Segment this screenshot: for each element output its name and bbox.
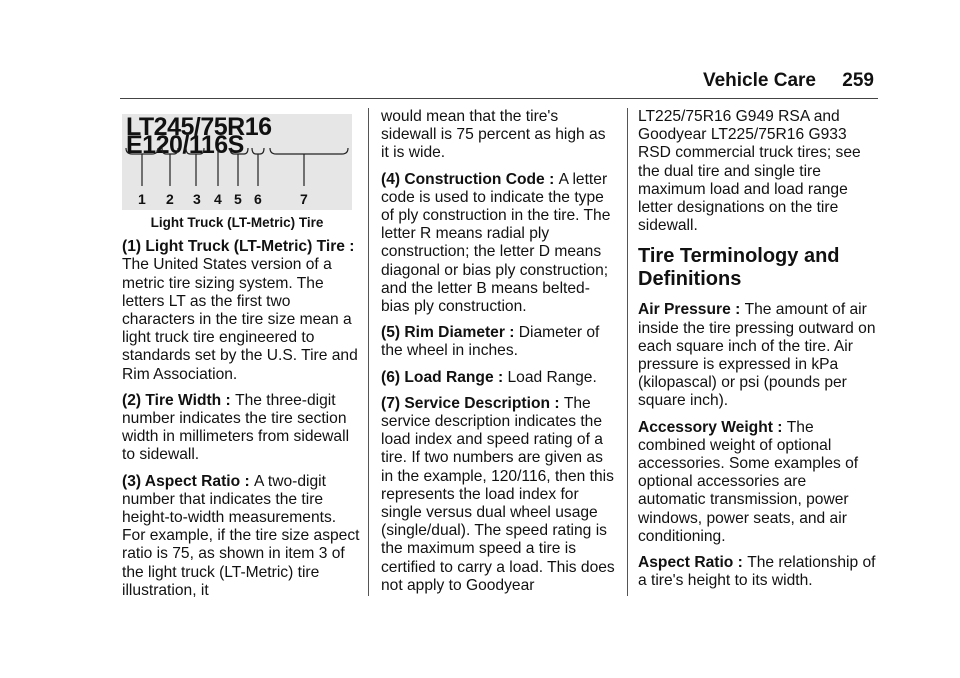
continued-text: LT225/75R16 G949 RSA and Goodyear LT225/75R16 G933 RSD commercial truck tires; see the dual tire and single tire maximum load and load range letter designations on the tire sidewall. [638,108,861,235]
definition-text: Diameter of the wheel in inches. [381,324,600,360]
definition-term: (7) Service Description [381,394,550,412]
column-1 [122,108,360,608]
definition-item: (3) Aspect Ratio : A two-digit number that indicates the tire height-to-width measurements. For example, if the tire size aspect ratio is 75, as shown in item 3 of the light truck (LT-Metric) tire illustration, it [122,472,360,599]
definition-item: Aspect Ratio : The relationship of a tire's height to its width. [638,554,876,590]
definition-text: The three-digit number indicates the tire section width in millimeters from sidewall to sidewall. [122,391,350,464]
definition-term: (4) Construction Code [381,170,545,188]
section-heading: Tire Terminology and Definitions [638,245,840,291]
definition-term: (6) Load Range [381,368,494,386]
definition-text: A two-digit number that indicates the tire height-to-width measurements. For example, if the tire size aspect ratio is 75, as shown in item 3 of the light truck (LT-Metric) tire illustration, it [122,472,360,599]
definition-item: (1) Light Truck (LT-Metric) Tire : The United States version of a metric tire sizing system. The letters LT as the first two characters in the tire size mean a light truck tire engineered to standards set by the U.S. Tire and Rim Association. [122,238,358,383]
definition-text: The combined weight of optional accessories. Some examples of optional accessories are automatic transmission, power windows, power seats, and air conditioning. [638,418,859,545]
definition-item: (7) Service Description : The service description indicates the load index and speed rating of a tire. If two numbers are given as in the example, 120/116, then this represents the load index for single versus dual wheel usage (single/dual). The speed rating is the maximum speed a tire is certified to carry a load. This does not apply to Goodyear [381,394,615,594]
definition-term: Accessory Weight [638,418,773,436]
section-title: Vehicle Care [702,70,816,91]
definition-item: Air Pressure : The amount of air inside the tire pressing outward on each square inch of the tire. Air pressure is expressed in kPa (kilopascal) or psi (pounds per square inch). [638,301,876,410]
definition-term: Air Pressure [638,301,731,319]
definition-term: (5) Rim Diameter [381,324,505,342]
column-divider [368,108,369,596]
callout-6: 6 [254,191,262,207]
definition-text: A letter code is used to indicate the type of ply construction in the tire. The letter R means radial ply construction; the letter D means diagonal or bias ply construction; and the letter B means belted-bias ply construction. [381,170,611,316]
column-divider [627,108,628,596]
tire-size-figure [122,114,352,210]
tire-size-code: LT245/75R16 E120/116S [126,113,272,160]
definition-text: Load Range. [507,368,597,386]
callout-1: 1 [138,191,146,207]
definition-item: (6) Load Range : Load Range. [381,368,597,386]
definition-item: (2) Tire Width : The three-digit number indicates the tire section width in millimeters from sidewall to sidewall. [122,391,350,464]
continued-text: would mean that the tire's sidewall is 75 percent as high as it is wide. [381,108,606,162]
definition-text: The service description indicates the load index and speed rating of a tire. If two numbers are given as in the example, 120/116, then this represents the load index for single versus dual wheel usage (single/dual). The speed rating is the maximum speed a tire is certified to carry a load. This does not apply to Goodyear [381,394,615,594]
definition-text: The amount of air inside the tire pressing outward on each square inch of the tire. Air pressure is expressed in kPa (kilopascal) or psi (pounds per square inch). [638,301,876,410]
definition-term: (1) Light Truck (LT-Metric) Tire [122,238,345,256]
callout-7: 7 [300,191,308,207]
definition-term: (3) Aspect Ratio [122,472,241,490]
definition-item: (5) Rim Diameter : Diameter of the wheel in inches. [381,324,600,360]
callout-3: 3 [193,191,201,207]
definition-term: Aspect Ratio [638,554,734,572]
definition-term: (2) Tire Width [122,391,222,409]
column-3 [638,108,876,598]
definition-item: (4) Construction Code : A letter code is used to indicate the type of ply construction in the tire. The letter R means radial ply construction; the letter D means diagonal or bias ply construction; and the letter B means belted-bias ply construction. [381,170,611,316]
callout-2: 2 [166,191,174,207]
definition-text: The relationship of a tire's height to its width. [638,554,876,590]
callout-5: 5 [234,191,242,207]
page-number: 259 [842,70,874,91]
header-rule [120,98,878,99]
figure-caption: Light Truck (LT-Metric) Tire [150,215,324,230]
callout-4: 4 [214,191,222,207]
page-header [120,70,876,96]
definition-text: The United States version of a metric tire sizing system. The letters LT as the first two characters in the tire size mean a light truck tire engineered to standards set by the U.S. Tire and Rim Association. [122,256,358,383]
column-2 [381,108,617,603]
definition-item: Accessory Weight : The combined weight of optional accessories. Some examples of optional accessories are automatic transmission, power windows, power seats, and air conditioning. [638,418,859,545]
